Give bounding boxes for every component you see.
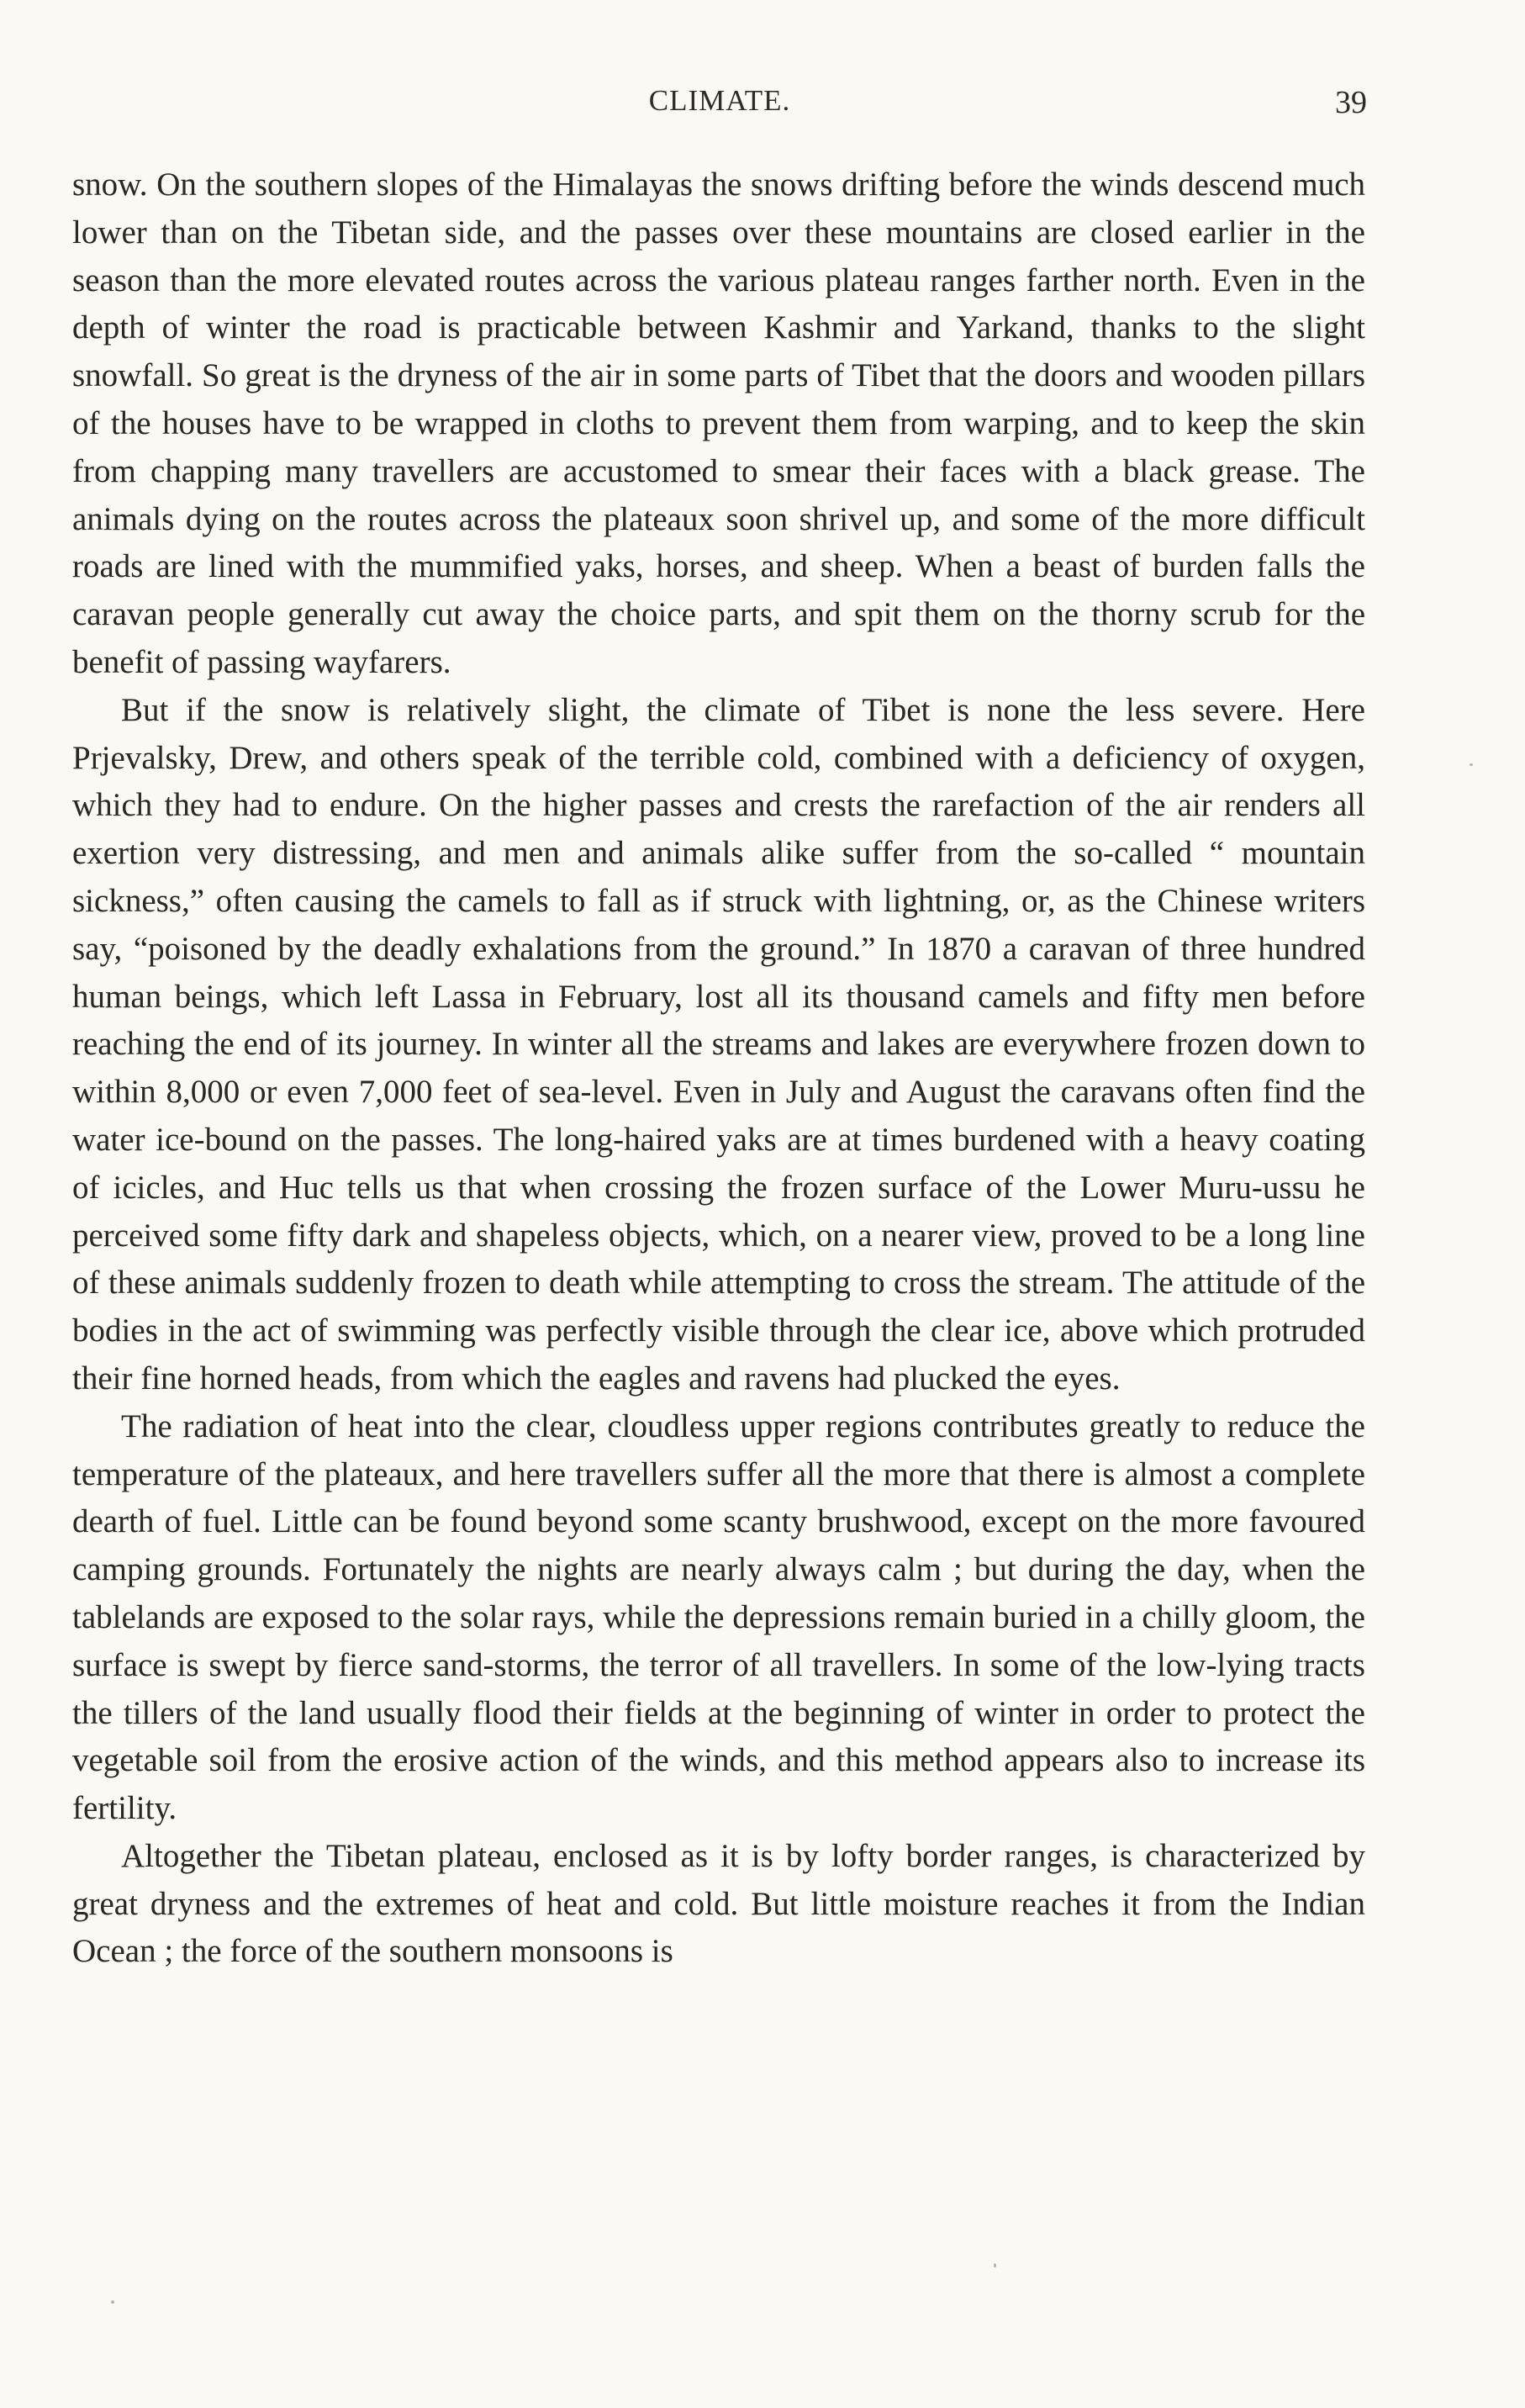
paper-speck [994, 2263, 996, 2268]
page-number: 39 [1335, 85, 1367, 120]
paragraph: The radiation of heat into the clear, cloudless upper regions contributes greatly to reduce the temperature of the plateaux, and here travellers suffer all the more that there is almost a complete dearth of fuel. Little can be found beyond some scanty brushwood, except on the more favoured camping grounds. Fortunately the nights are nearly always calm ; but during the day, when the tablelands are exposed to the solar rays, while the depressions remain buried in a chilly gloom, the surface is swept by fierce sand-storms, the terror of all travellers. In some of the low-lying tracts the tillers of the land usually flood their fields at the beginning of winter in order to protect the vegetable soil from the erosive action of the winds, and this method appears also to increase its fertility. [72, 1407, 1365, 1827]
paragraph: Altogether the Tibetan plateau, enclosed as it is by lofty border ranges, is characterized by great dryness and the extremes of heat and cold. But little moisture reaches it from the Indian Ocean ; the force of the southern monsoons is [72, 1837, 1365, 1970]
paper-speck [111, 2300, 114, 2304]
chapter-heading: CLIMATE. [648, 84, 791, 117]
paragraph-continued: snow. On the southern slopes of the Himalayas the snows drifting before the winds descend much lower than on the Tibetan side, and the passes over these mountains are closed earlier in the season than the more elevated routes across the various plateau ranges farther north. Even in the depth of winter the road is practicable between Kashmir and Yarkand, thanks to the slight snowfall. So great is the dryness of the air in some parts of Tibet that the doors and wooden pillars of the houses have to be wrapped in cloths to prevent them from warping, and to keep the skin from chapping many travellers are accustomed to smear their faces with a black grease. The animals dying on the routes across the plateaux soon shrivel up, and some of the more difficult roads are lined with the mummified yaks, horses, and sheep. When a beast of burden falls the caravan people generally cut away the choice parts, and spit them on the thorny scrub for the benefit of passing wayfarers. [72, 166, 1365, 680]
paper-speck [1470, 763, 1473, 766]
body-text [72, 161, 1365, 1976]
running-head [72, 84, 1367, 135]
paragraph: But if the snow is relatively slight, the climate of Tibet is none the less severe. Here Prjevalsky, Drew, and others speak of the terrible cold, combined with a deficiency of oxygen, which they had to endure. On the higher passes and crests the rarefaction of the air renders all exertion very distressing, and men and animals alike suffer from the so-called “ mountain sickness,” often causing the camels to fall as if struck with lightning, or, as the Chinese writers say, “poisoned by the deadly exhalations from the ground.” In 1870 a caravan of three hundred human beings, which left Lassa in February, lost all its thousand camels and fifty men before reaching the end of its journey. In winter all the streams and lakes are everywhere frozen down to within 8,000 or even 7,000 feet of sea-level. Even in July and August the caravans often find the water ice-bound on the passes. The long-haired yaks are at times burdened with a heavy coating of icicles, and Huc tells us that when crossing the frozen surface of the Lower Muru-ussu he perceived some fifty dark and shapeless objects, which, on a nearer view, proved to be a long line of these animals suddenly frozen to death while attempting to cross the stream. The attitude of the bodies in the act of swimming was perfectly visible through the clear ice, above which protruded their fine horned heads, from which the eagles and ravens had plucked the eyes. [72, 691, 1365, 1397]
